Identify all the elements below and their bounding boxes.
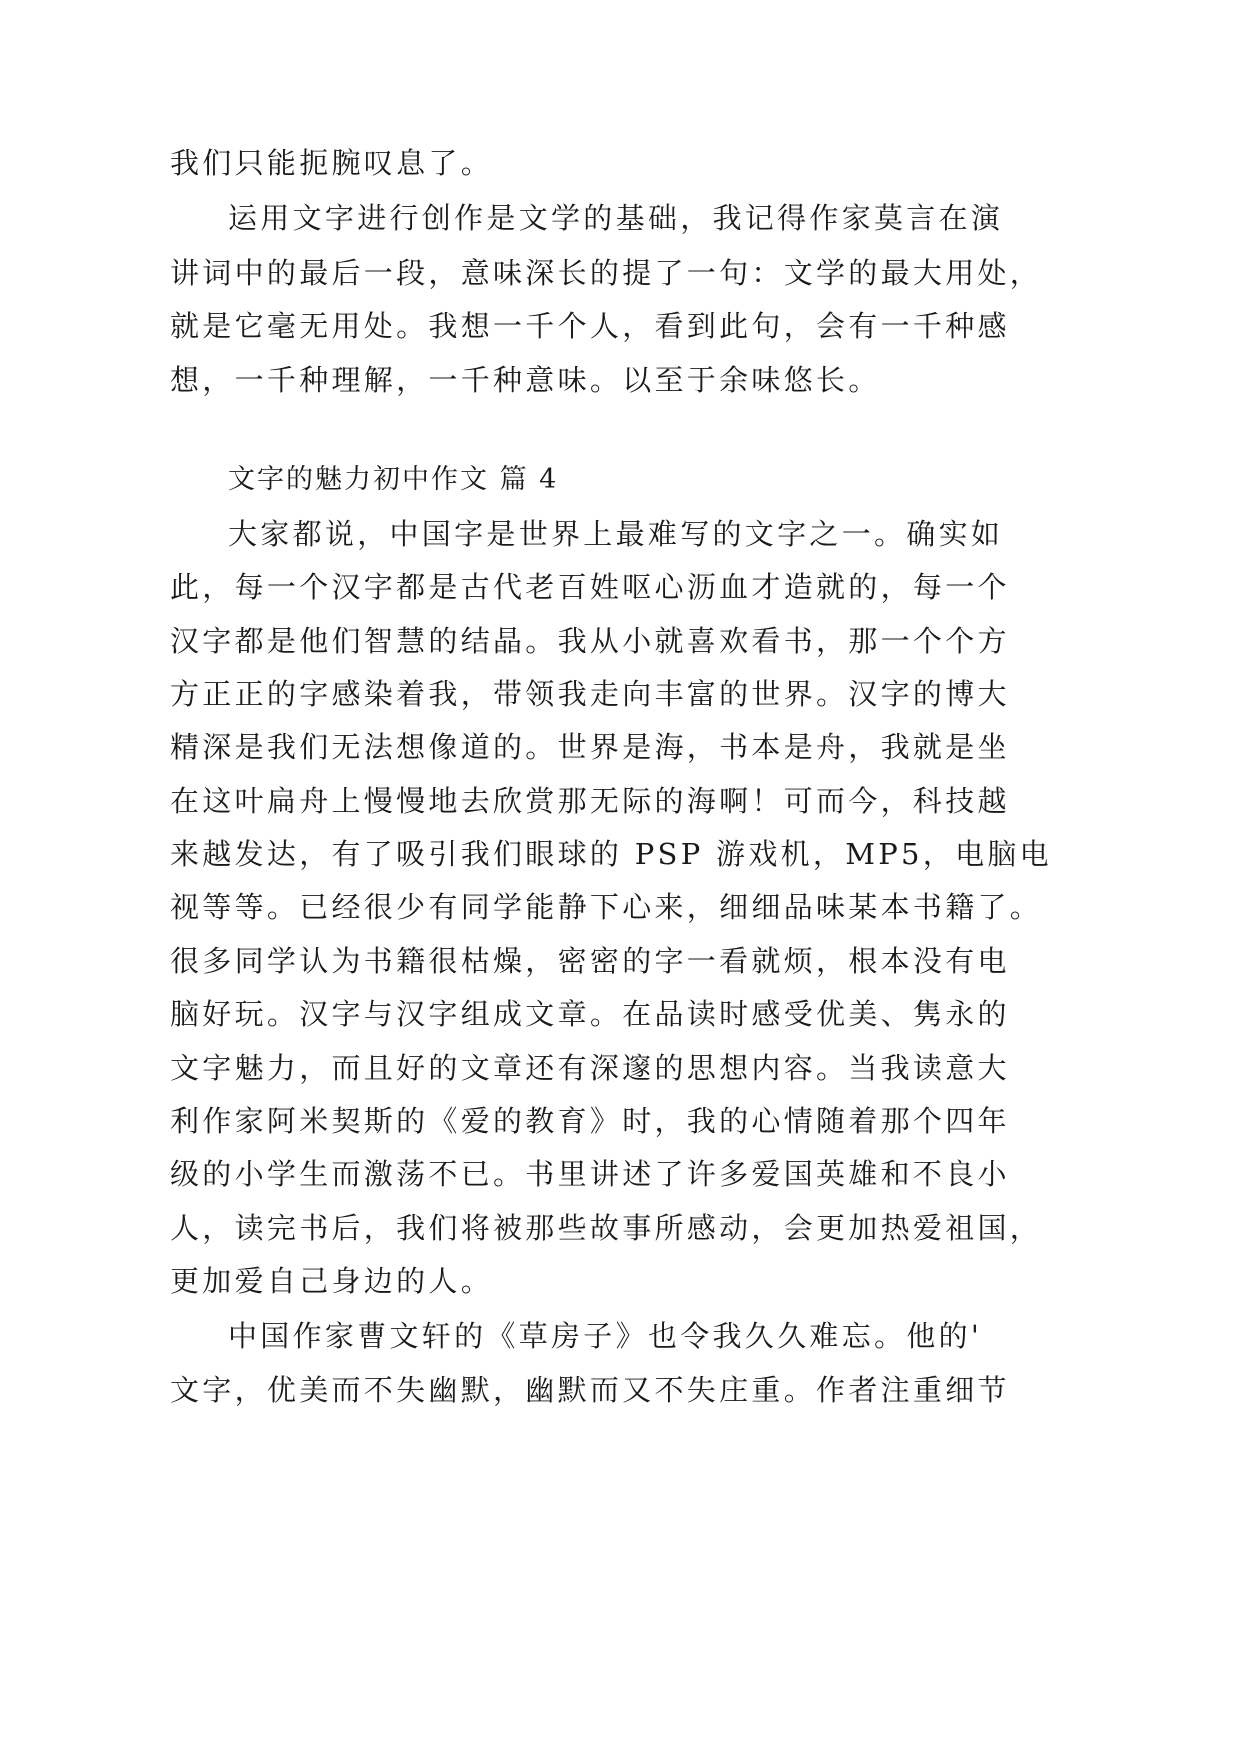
paragraph-3-line-3: 汉字都是他们智慧的结晶。我从小就喜欢看书，那一个个方 bbox=[170, 624, 1010, 658]
paragraph-3-line-13: 级的小学生而激荡不已。书里讲述了许多爱国英雄和不良小 bbox=[170, 1157, 1010, 1191]
paragraph-3-line-4: 方正正的字感染着我，带领我走向丰富的世界。汉字的博大 bbox=[170, 677, 1010, 711]
paragraph-3-line-15: 更加爱自己身边的人。 bbox=[170, 1264, 494, 1298]
paragraph-2-line-4: 想，一千种理解，一千种意味。以至于余味悠长。 bbox=[170, 363, 881, 397]
paragraph-1-line-1: 我们只能扼腕叹息了。 bbox=[170, 146, 494, 180]
paragraph-3-line-7: 来越发达，有了吸引我们眼球的 PSP 游戏机，MP5，电脑电 bbox=[170, 837, 1052, 871]
paragraph-3-line-9: 很多同学认为书籍很枯燥，密密的字一看就烦，根本没有电 bbox=[170, 944, 1010, 978]
paragraph-3-line-11: 文字魅力，而且好的文章还有深邃的思想内容。当我读意大 bbox=[170, 1051, 1010, 1085]
paragraph-3-line-6: 在这叶扁舟上慢慢地去欣赏那无际的海啊！可而今，科技越 bbox=[170, 784, 1010, 818]
paragraph-3-line-12: 利作家阿米契斯的《爱的教育》时，我的心情随着那个四年 bbox=[170, 1104, 1010, 1138]
paragraph-3-line-8: 视等等。已经很少有同学能静下心来，细细品味某本书籍了。 bbox=[170, 890, 1043, 924]
paragraph-3-line-2: 此，每一个汉字都是古代老百姓呕心沥血才造就的，每一个 bbox=[170, 570, 1010, 604]
paragraph-4-line-2: 文字，优美而不失幽默，幽默而又不失庄重。作者注重细节 bbox=[170, 1373, 1010, 1407]
paragraph-3-line-1: 大家都说，中国字是世界上最难写的文字之一。确实如 bbox=[228, 517, 1004, 551]
paragraph-3-line-14: 人，读完书后，我们将被那些故事所感动，会更加热爱祖国， bbox=[170, 1211, 1043, 1245]
paragraph-3-line-10: 脑好玩。汉字与汉字组成文章。在品读时感受优美、隽永的 bbox=[170, 997, 1010, 1031]
paragraph-2-line-2: 讲词中的最后一段，意味深长的提了一句：文学的最大用处， bbox=[170, 256, 1043, 290]
paragraph-2-line-3: 就是它毫无用处。我想一千个人，看到此句，会有一千种感 bbox=[170, 309, 1010, 343]
paragraph-3-line-5: 精深是我们无法想像道的。世界是海，书本是舟，我就是坐 bbox=[170, 730, 1010, 764]
paragraph-4-line-1: 中国作家曹文轩的《草房子》也令我久久难忘。他的' bbox=[228, 1319, 983, 1353]
paragraph-2-line-1: 运用文字进行创作是文学的基础，我记得作家莫言在演 bbox=[228, 201, 1004, 235]
section-heading: 文字的魅力初中作文 篇 4 bbox=[228, 464, 559, 495]
